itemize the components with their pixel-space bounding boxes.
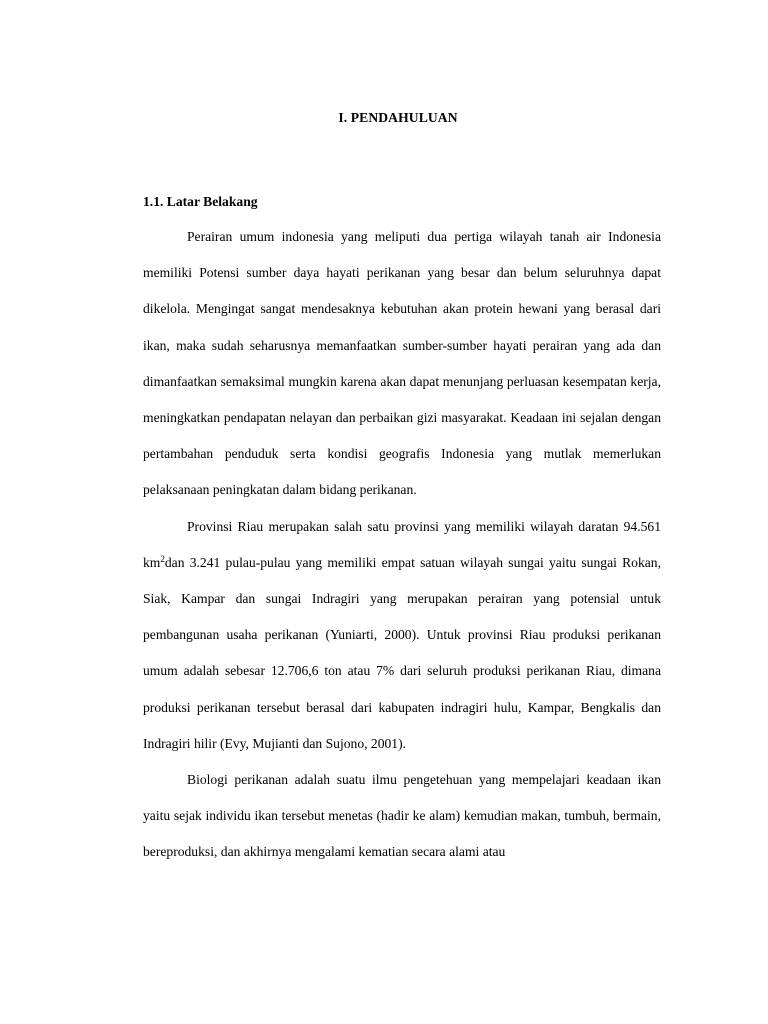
paragraph-2 [143,509,661,762]
paragraph-3: Biologi perikanan adalah suatu ilmu pengetehuan yang mempelajari keadaan ikan yaitu sejak individu ikan tersebut menetas (hadir ke alam) kemudian makan, tumbuh, bermain, bereproduksi, dan akhirnya mengalami kematian secara alami atau [143,772,661,860]
paragraph-1: Perairan umum indonesia yang meliputi dua pertiga wilayah tanah air Indonesia memiliki Potensi sumber daya hayati perikanan yang besar dan belum seluruhnya dapat dikelola. Mengingat sangat mendesaknya kebutuhan akan protein hewani yang berasal dari ikan, maka sudah seharusnya memanfaatkan sumber-sumber hayati perairan yang ada dan dimanfaatkan semaksimal mungkin karena akan dapat menunjang perluasan kesempatan kerja, meningkatkan pendapatan nelayan dan perbaikan gizi masyarakat. Keadaan ini sejalan dengan pertambahan penduduk serta kondisi geografis Indonesia yang mutlak memerlukan pelaksanaan peningkatan dalam bidang perikanan. [143,229,661,498]
section-heading: 1.1. Latar Belakang [143,194,258,209]
paragraph-2-start: Provinsi Riau merupakan salah satu provinsi yang memiliki wilayah daratan 94.561 km [143,518,661,570]
paragraph-2-rest: dan 3.241 pulau-pulau yang memiliki empat satuan wilayah sungai yaitu sungai Rokan, Siak, Kampar dan sungai Indragiri yang merupakan perairan yang potensial untuk pembangunan usaha perikanan (Yuniarti, 2000). Untuk provinsi Riau produksi perikanan umum adalah sebesar 12.706,6 ton atau 7% dari seluruh produksi perikanan Riau, dimana produksi perikanan tersebut berasal dari kabupaten indragiri hulu, Kampar, Bengkalis dan Indragiri hilir (Evy, Mujianti dan Sujono, 2001). [143,554,661,751]
body-text [143,219,661,871]
superscript-2: 2 [160,553,165,564]
chapter-title: I. PENDAHULUAN [338,110,458,125]
